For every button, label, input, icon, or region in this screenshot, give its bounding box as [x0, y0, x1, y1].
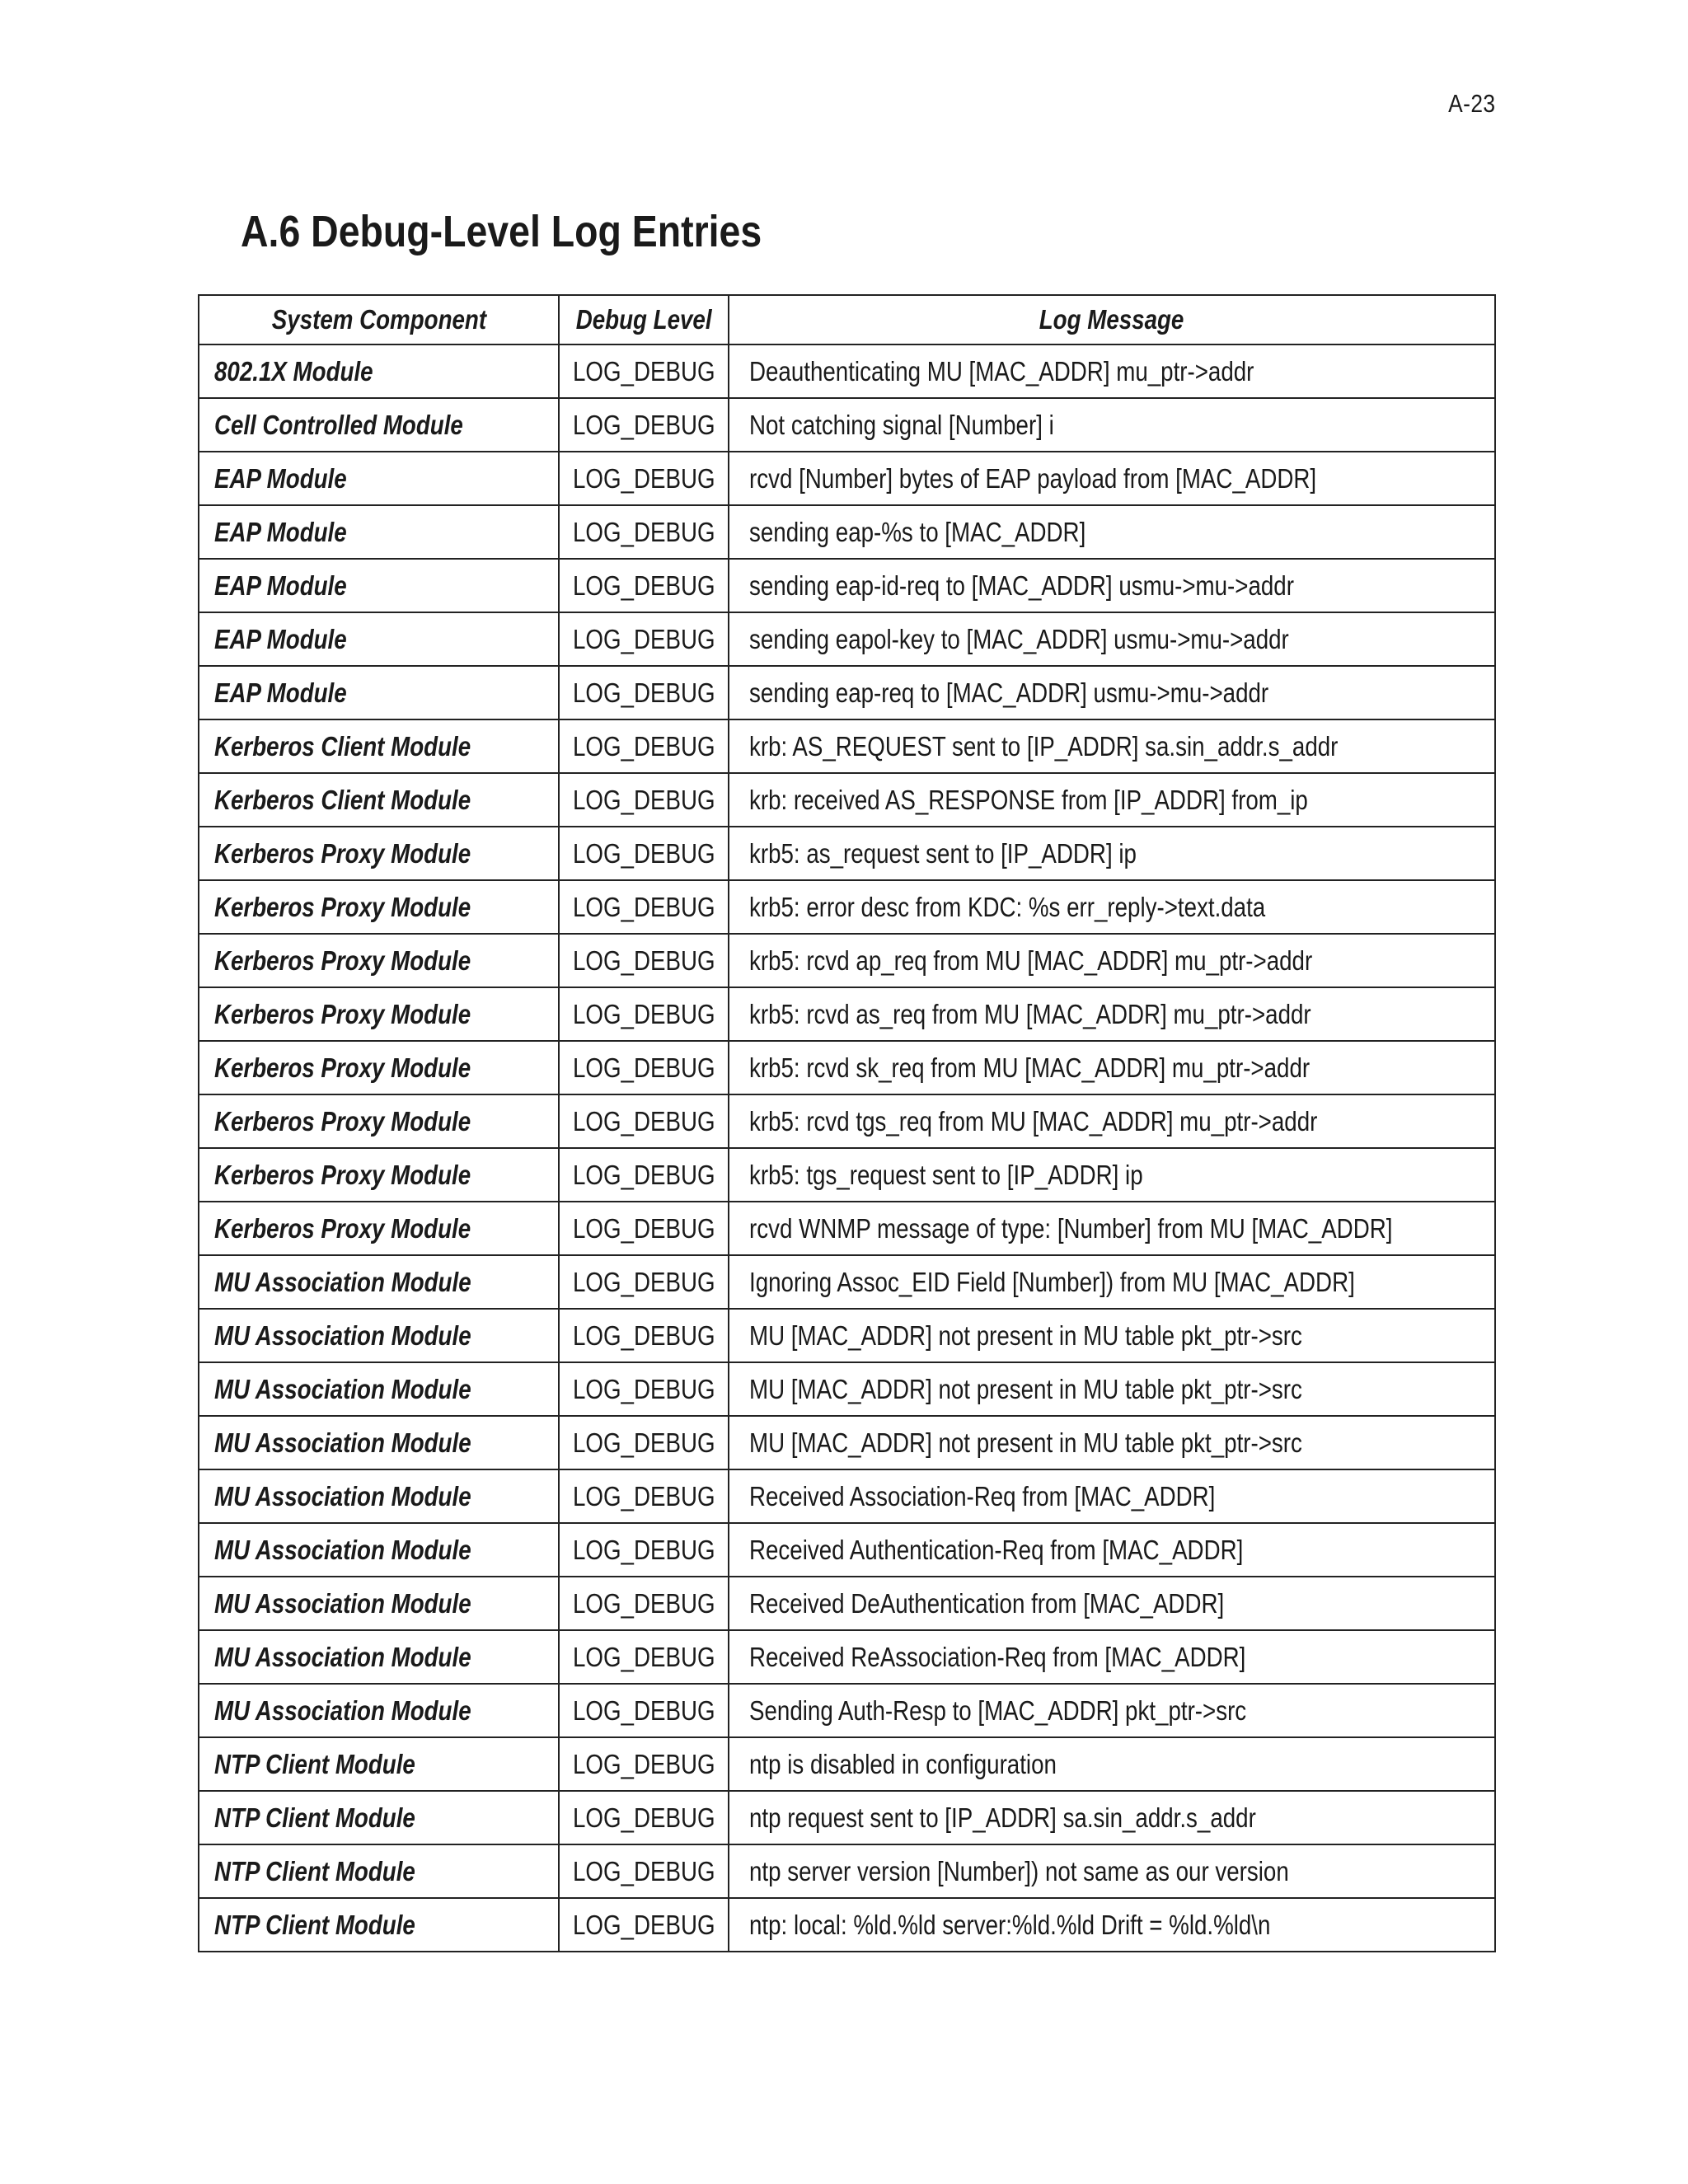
table-row: [199, 1630, 1495, 1684]
header-system-component: System Component: [199, 295, 559, 344]
component-cell: Kerberos Proxy Module: [199, 1148, 559, 1202]
debug-level-cell: LOG_DEBUG: [559, 505, 729, 559]
component-cell: Cell Controlled Module: [199, 398, 559, 452]
log-message-cell: rcvd [Number] bytes of EAP payload from [MAC_ADDR]: [729, 452, 1495, 505]
log-message-cell: krb5: rcvd tgs_req from MU [MAC_ADDR] mu_ptr->addr: [729, 1094, 1495, 1148]
component-cell: Kerberos Proxy Module: [199, 880, 559, 934]
table-row: [199, 1844, 1495, 1898]
table-row: [199, 1255, 1495, 1309]
header-log-message: Log Message: [729, 295, 1495, 344]
log-message-cell: ntp is disabled in configuration: [729, 1737, 1495, 1791]
debug-level-cell: LOG_DEBUG: [559, 987, 729, 1041]
component-cell: NTP Client Module: [199, 1791, 559, 1844]
log-message-cell: ntp: local: %ld.%ld server:%ld.%ld Drift = %ld.%ld\n: [729, 1898, 1495, 1952]
debug-level-cell: LOG_DEBUG: [559, 773, 729, 827]
component-cell: MU Association Module: [199, 1309, 559, 1362]
debug-level-cell: LOG_DEBUG: [559, 719, 729, 773]
table-row: [199, 1523, 1495, 1577]
component-cell: Kerberos Proxy Module: [199, 1202, 559, 1255]
log-message-cell: krb: AS_REQUEST sent to [IP_ADDR] sa.sin_addr.s_addr: [729, 719, 1495, 773]
component-cell: 802.1X Module: [199, 344, 559, 398]
table-row: [199, 1791, 1495, 1844]
component-cell: Kerberos Proxy Module: [199, 1094, 559, 1148]
component-cell: Kerberos Proxy Module: [199, 987, 559, 1041]
table-row: [199, 452, 1495, 505]
debug-level-cell: LOG_DEBUG: [559, 1898, 729, 1952]
table-row: [199, 1469, 1495, 1523]
log-message-cell: MU [MAC_ADDR] not present in MU table pkt_ptr->src: [729, 1362, 1495, 1416]
table-row: [199, 666, 1495, 719]
log-message-cell: sending eapol-key to [MAC_ADDR] usmu->mu->addr: [729, 612, 1495, 666]
table-row: [199, 1684, 1495, 1737]
table-row: [199, 987, 1495, 1041]
log-message-cell: krb5: rcvd sk_req from MU [MAC_ADDR] mu_ptr->addr: [729, 1041, 1495, 1094]
section-title: A.6 Debug-Level Log Entries: [241, 207, 762, 256]
component-cell: Kerberos Proxy Module: [199, 827, 559, 880]
table-row: [199, 880, 1495, 934]
log-message-cell: krb5: tgs_request sent to [IP_ADDR] ip: [729, 1148, 1495, 1202]
component-cell: MU Association Module: [199, 1684, 559, 1737]
table-row: [199, 719, 1495, 773]
log-message-cell: krb5: error desc from KDC: %s err_reply->text.data: [729, 880, 1495, 934]
log-message-cell: Ignoring Assoc_EID Field [Number]) from MU [MAC_ADDR]: [729, 1255, 1495, 1309]
table-row: [199, 559, 1495, 612]
table-row: [199, 1737, 1495, 1791]
log-message-cell: ntp request sent to [IP_ADDR] sa.sin_addr.s_addr: [729, 1791, 1495, 1844]
debug-level-cell: LOG_DEBUG: [559, 1094, 729, 1148]
debug-level-cell: LOG_DEBUG: [559, 1844, 729, 1898]
debug-level-cell: LOG_DEBUG: [559, 1362, 729, 1416]
debug-level-cell: LOG_DEBUG: [559, 1202, 729, 1255]
table-row: [199, 1309, 1495, 1362]
component-cell: MU Association Module: [199, 1255, 559, 1309]
component-cell: NTP Client Module: [199, 1898, 559, 1952]
component-cell: Kerberos Client Module: [199, 773, 559, 827]
table-row: [199, 344, 1495, 398]
debug-level-cell: LOG_DEBUG: [559, 666, 729, 719]
debug-level-cell: LOG_DEBUG: [559, 398, 729, 452]
table-row: [199, 1577, 1495, 1630]
debug-level-cell: LOG_DEBUG: [559, 1737, 729, 1791]
log-message-cell: krb: received AS_RESPONSE from [IP_ADDR] from_ip: [729, 773, 1495, 827]
table-row: [199, 773, 1495, 827]
log-message-cell: Received Association-Req from [MAC_ADDR]: [729, 1469, 1495, 1523]
log-message-cell: Received ReAssociation-Req from [MAC_ADDR]: [729, 1630, 1495, 1684]
component-cell: MU Association Module: [199, 1362, 559, 1416]
log-message-cell: Received Authentication-Req from [MAC_ADDR]: [729, 1523, 1495, 1577]
component-cell: Kerberos Proxy Module: [199, 1041, 559, 1094]
component-cell: MU Association Module: [199, 1416, 559, 1469]
table-row: [199, 1148, 1495, 1202]
debug-level-cell: LOG_DEBUG: [559, 1469, 729, 1523]
debug-level-cell: LOG_DEBUG: [559, 1630, 729, 1684]
debug-level-cell: LOG_DEBUG: [559, 1416, 729, 1469]
component-cell: NTP Client Module: [199, 1737, 559, 1791]
table-row: [199, 1041, 1495, 1094]
component-cell: EAP Module: [199, 452, 559, 505]
table-row: [199, 1416, 1495, 1469]
page-number: A-23: [1447, 89, 1495, 118]
component-cell: EAP Module: [199, 505, 559, 559]
component-cell: MU Association Module: [199, 1577, 559, 1630]
table-row: [199, 1362, 1495, 1416]
table-row: [199, 1898, 1495, 1952]
table-header-row: [199, 295, 1495, 344]
component-cell: MU Association Module: [199, 1630, 559, 1684]
component-cell: MU Association Module: [199, 1523, 559, 1577]
debug-level-cell: LOG_DEBUG: [559, 880, 729, 934]
debug-level-cell: LOG_DEBUG: [559, 1791, 729, 1844]
table-row: [199, 505, 1495, 559]
log-message-cell: Received DeAuthentication from [MAC_ADDR]: [729, 1577, 1495, 1630]
log-message-cell: sending eap-%s to [MAC_ADDR]: [729, 505, 1495, 559]
debug-level-cell: LOG_DEBUG: [559, 1684, 729, 1737]
component-cell: MU Association Module: [199, 1469, 559, 1523]
table-row: [199, 1202, 1495, 1255]
component-cell: NTP Client Module: [199, 1844, 559, 1898]
log-message-cell: krb5: rcvd ap_req from MU [MAC_ADDR] mu_ptr->addr: [729, 934, 1495, 987]
debug-level-cell: LOG_DEBUG: [559, 344, 729, 398]
debug-log-table: [198, 294, 1496, 1952]
debug-level-cell: LOG_DEBUG: [559, 1309, 729, 1362]
table-row: [199, 827, 1495, 880]
debug-level-cell: LOG_DEBUG: [559, 1255, 729, 1309]
component-cell: EAP Module: [199, 666, 559, 719]
component-cell: EAP Module: [199, 612, 559, 666]
table-row: [199, 612, 1495, 666]
debug-level-cell: LOG_DEBUG: [559, 1148, 729, 1202]
table-row: [199, 934, 1495, 987]
table-body: [199, 344, 1495, 1952]
debug-level-cell: LOG_DEBUG: [559, 559, 729, 612]
log-message-cell: MU [MAC_ADDR] not present in MU table pkt_ptr->src: [729, 1309, 1495, 1362]
log-message-cell: ntp server version [Number]) not same as our version: [729, 1844, 1495, 1898]
debug-level-cell: LOG_DEBUG: [559, 1523, 729, 1577]
component-cell: Kerberos Proxy Module: [199, 934, 559, 987]
log-message-cell: MU [MAC_ADDR] not present in MU table pkt_ptr->src: [729, 1416, 1495, 1469]
debug-level-cell: LOG_DEBUG: [559, 612, 729, 666]
header-debug-level: Debug Level: [559, 295, 729, 344]
log-message-cell: Sending Auth-Resp to [MAC_ADDR] pkt_ptr->src: [729, 1684, 1495, 1737]
log-message-cell: Not catching signal [Number] i: [729, 398, 1495, 452]
component-cell: EAP Module: [199, 559, 559, 612]
log-message-cell: sending eap-req to [MAC_ADDR] usmu->mu->addr: [729, 666, 1495, 719]
table-row: [199, 1094, 1495, 1148]
log-message-cell: sending eap-id-req to [MAC_ADDR] usmu->mu->addr: [729, 559, 1495, 612]
debug-level-cell: LOG_DEBUG: [559, 934, 729, 987]
component-cell: Kerberos Client Module: [199, 719, 559, 773]
table-row: [199, 398, 1495, 452]
log-message-cell: krb5: as_request sent to [IP_ADDR] ip: [729, 827, 1495, 880]
log-message-cell: rcvd WNMP message of type: [Number] from MU [MAC_ADDR]: [729, 1202, 1495, 1255]
debug-level-cell: LOG_DEBUG: [559, 452, 729, 505]
debug-level-cell: LOG_DEBUG: [559, 827, 729, 880]
debug-level-cell: LOG_DEBUG: [559, 1041, 729, 1094]
debug-level-cell: LOG_DEBUG: [559, 1577, 729, 1630]
log-message-cell: krb5: rcvd as_req from MU [MAC_ADDR] mu_ptr->addr: [729, 987, 1495, 1041]
log-message-cell: Deauthenticating MU [MAC_ADDR] mu_ptr->addr: [729, 344, 1495, 398]
